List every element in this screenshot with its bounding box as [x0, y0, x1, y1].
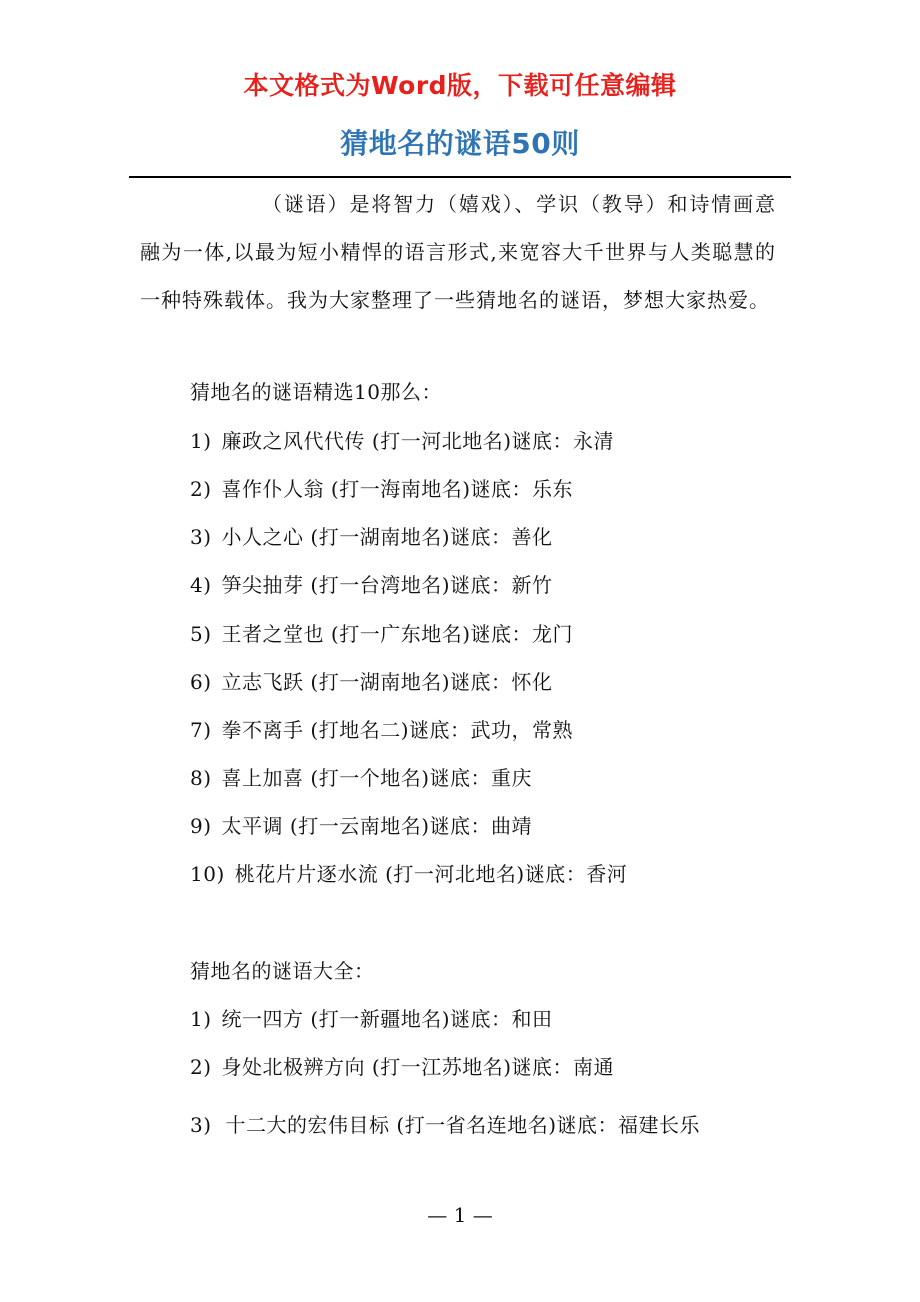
- riddle-item: [190, 761, 780, 795]
- riddle-item: [190, 857, 780, 891]
- riddle-number: 3): [190, 525, 212, 549]
- intro-paragraph: （谜语）是将智力（嬉戏）、学识（教导）和诗情画意融为一体,以最为短小精悍的语言形式,来宽容大千世界与人类聪慧的一种特殊载体。我为大家整理了一些猜地名的谜语，梦想大家热爱。: [140, 192, 776, 312]
- riddle-number: 1): [190, 429, 212, 453]
- riddle-text: 太平调 (打一云南地名)谜底：曲靖: [221, 814, 532, 838]
- page-number: — 1 —: [427, 1203, 493, 1227]
- riddle-number: 1): [190, 1007, 212, 1031]
- riddle-number: 2): [190, 1055, 212, 1079]
- section-heading-all: 猜地名的谜语大全：: [190, 959, 375, 983]
- riddle-number: 5): [190, 622, 212, 646]
- riddle-number: 2): [190, 477, 212, 501]
- section-heading-selected: 猜地名的谜语精选10那么：: [190, 380, 442, 404]
- riddle-text: 身处北极辨方向 (打一江苏地名)谜底：南通: [221, 1055, 614, 1079]
- riddle-number: 9): [190, 814, 212, 838]
- page-title: 猜地名的谜语50则: [340, 127, 580, 160]
- riddle-text: 笋尖抽芽 (打一台湾地名)谜底：新竹: [221, 573, 553, 597]
- riddle-item: [190, 809, 780, 843]
- riddle-text: 十二大的宏伟目标 (打一省名连地名)谜底：福建长乐: [225, 1113, 700, 1137]
- riddle-number: 3): [190, 1113, 212, 1137]
- title-divider: [129, 176, 791, 178]
- riddle-item-wrapped: [140, 1100, 780, 1150]
- riddle-text: 王者之堂也 (打一广东地名)谜底：龙门: [221, 622, 573, 646]
- riddle-number: 6): [190, 670, 212, 694]
- format-notice: 本文格式为Word版，下载可任意编辑: [243, 71, 677, 100]
- riddle-item: [190, 424, 780, 458]
- riddle-text: 喜上加喜 (打一个地名)谜底：重庆: [221, 766, 532, 790]
- riddle-text: 廉政之风代代传 (打一河北地名)谜底：永清: [221, 429, 614, 453]
- riddle-item: [190, 713, 780, 747]
- riddle-number: 8): [190, 766, 212, 790]
- riddle-item: [190, 520, 780, 554]
- riddle-text: 立志飞跃 (打一湖南地名)谜底：怀化: [221, 670, 553, 694]
- riddle-text: 拳不离手 (打地名二)谜底：武功，常熟: [221, 718, 573, 742]
- riddle-item: [190, 665, 780, 699]
- riddle-number: 4): [190, 573, 212, 597]
- riddle-text: 统一四方 (打一新疆地名)谜底：和田: [221, 1007, 553, 1031]
- riddle-item: [190, 472, 780, 506]
- riddle-item: [190, 1050, 780, 1084]
- riddle-number: 7): [190, 718, 212, 742]
- riddle-item: [190, 1002, 780, 1036]
- riddle-text: 小人之心 (打一湖南地名)谜底：善化: [221, 525, 553, 549]
- riddle-text: 喜作仆人翁 (打一海南地名)谜底：乐东: [221, 477, 573, 501]
- riddle-text: 桃花片片逐水流 (打一河北地名)谜底：香河: [234, 862, 628, 886]
- riddle-item: [190, 617, 780, 651]
- riddle-item: [190, 568, 780, 602]
- riddle-number: 10): [190, 862, 225, 886]
